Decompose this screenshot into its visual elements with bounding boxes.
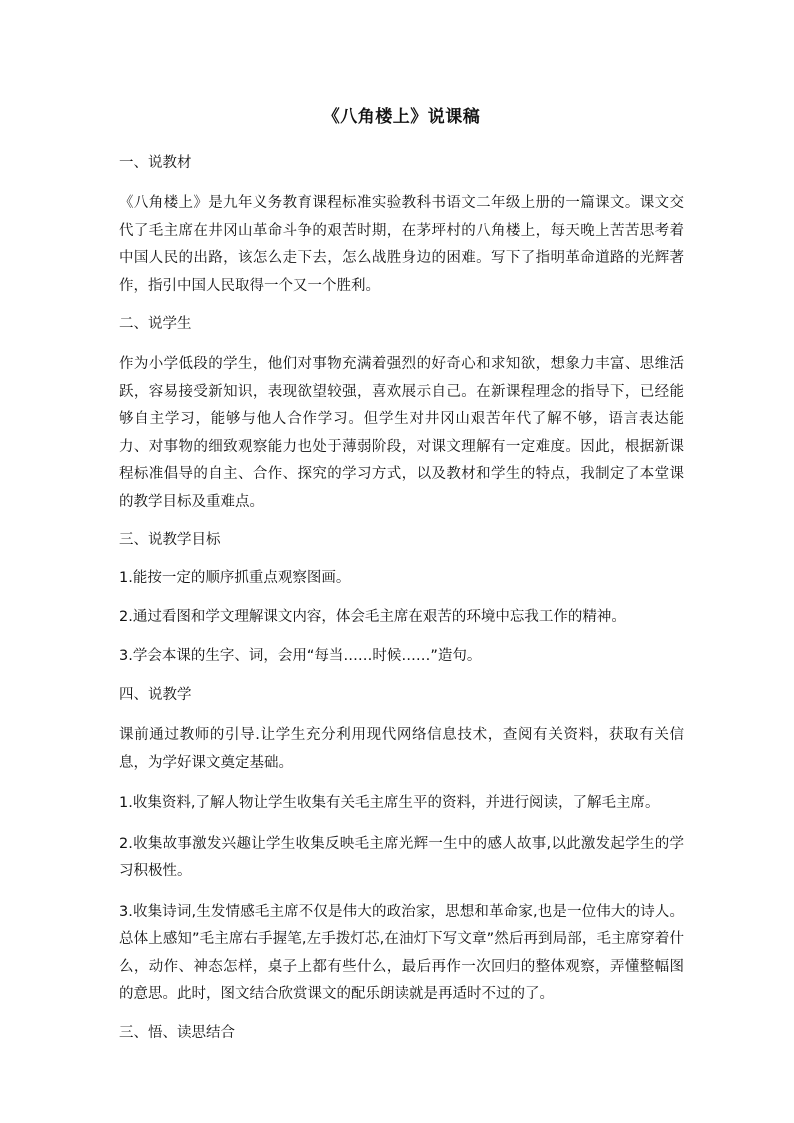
paragraph: 2.通过看图和学文理解课文内容，体会毛主席在艰苦的环境中忘我工作的精神。 xyxy=(119,609,626,625)
section-heading: 三、悟、读思结合 xyxy=(119,1024,235,1041)
paragraph: 3.收集诗词,生发情感毛主席不仅是伟大的政治家，思想和革命家,也是一位伟大的诗人。总体上感知”毛主席右手握笔,左手拨灯芯,在油灯下写文章”然后再到局部，毛主席穿着什么，动作、神态怎样，桌子上都有些什么，最后再作一次回归的整体观察，弄懂整幅图的意思。此时，图文结合欣赏课文的配乐朗读就是再适时不过的了。 xyxy=(119,903,684,1002)
section-heading: 四、说教学 xyxy=(119,687,192,703)
paragraph: 《八角楼上》是九年义务教育课程标准实验教科书语文二年级上册的一篇课文。课文交代了毛主席在井冈山革命斗争的艰苦时期，在茅坪村的八角楼上，每天晚上苦苦思考着中国人民的出路，该怎么走下去，怎么战胜身边的困难。写下了指明革命道路的光辉著作，指引中国人民取得一个又一个胜利。 xyxy=(119,195,684,294)
section-heading: 三、说教学目标 xyxy=(119,532,221,548)
paragraph: 1.能按一定的顺序抓重点观察图画。 xyxy=(119,570,351,586)
document-title: 《八角楼上》说课稿 xyxy=(322,107,481,127)
paragraph: 3.学会本课的生字、词，会用“每当……时候……”造句。 xyxy=(119,648,482,664)
paragraph: 2.收集故事激发兴趣让学生收集反映毛主席光辉一生中的感人故事,以此激发起学生的学习积极性。 xyxy=(119,835,684,879)
paragraph: 1.收集资料,了解人物让学生收集有关毛主席生平的资料，并进行阅读，了解毛主席。 xyxy=(119,795,660,811)
section-heading: 一、说教材 xyxy=(119,155,192,171)
section-heading: 二、说学生 xyxy=(119,316,192,332)
paragraph: 课前通过教师的引导.让学生充分利用现代网络信息技术，查阅有关资料，获取有关信息，为学好课文奠定基础。 xyxy=(119,727,684,771)
paragraph: 作为小学低段的学生，他们对事物充满着强烈的好奇心和求知欲，想象力丰富、思维活跃，容易接受新知识，表现欲望较强，喜欢展示自己。在新课程理念的指导下，已经能够自主学习，能够与他人合作学习。但学生对井冈山艰苦年代了解不够，语言表达能力、对事物的细致观察能力也处于薄弱阶段，对课文理解有一定难度。因此，根据新课程标准倡导的自主、合作、探究的学习方式，以及教材和学生的特点，我制定了本堂课的教学目标及重难点。 xyxy=(119,356,684,510)
